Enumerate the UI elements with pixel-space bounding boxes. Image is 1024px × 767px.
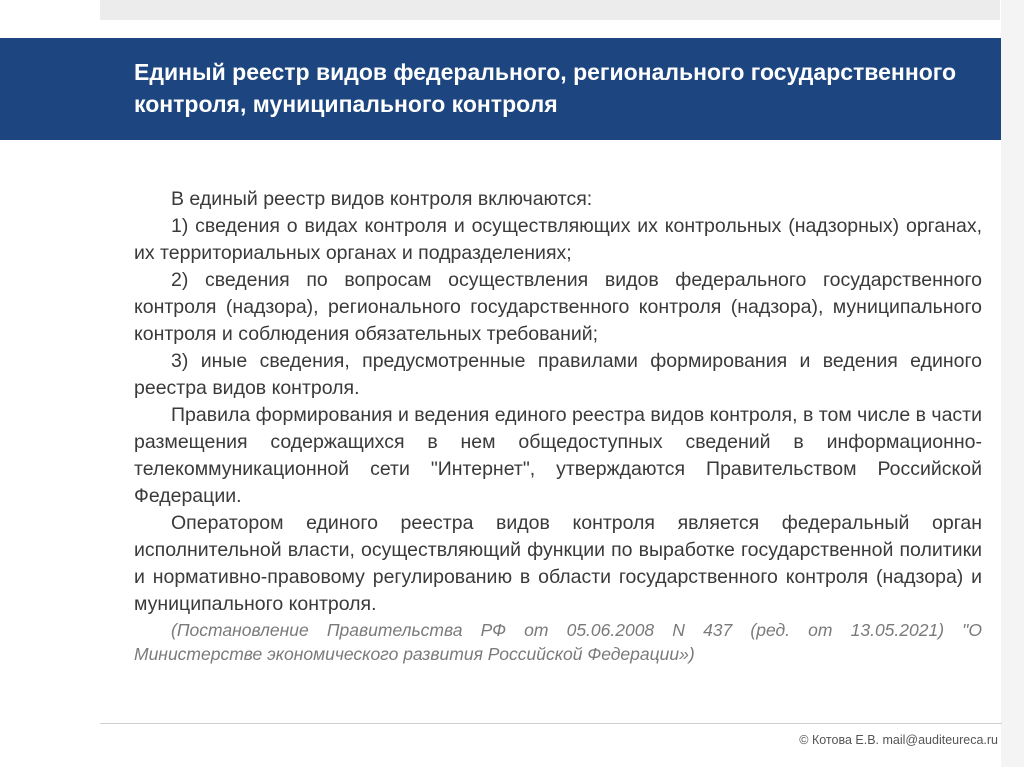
list-item-2: 2) сведения по вопросам осуществления видов федерального государственного контроля (надзора), регионального государственного контроля (надзора), муниципального контроля и соблюдения обязательных требований; bbox=[134, 269, 982, 345]
right-gutter bbox=[1001, 0, 1024, 767]
slide-title: Единый реестр видов федерального, регионального государственного контроля, муниципального контроля bbox=[134, 59, 957, 117]
legal-citation: (Постановление Правительства РФ от 05.06.2008 N 437 (ред. от 13.05.2021) "О Министерстве экономического развития Российской Федерации») bbox=[134, 620, 982, 664]
operator-paragraph: Оператором единого реестра видов контроля является федеральный орган исполнительной власти, осуществляющий функции по выработке государственной политики и нормативно-правовому регулированию в области государственного контроля (надзора) и муниципального контроля. bbox=[134, 512, 982, 615]
footer-copyright: © Котова Е.В. mail@auditeureca.ru bbox=[799, 733, 998, 747]
list-item-3: 3) иные сведения, предусмотренные правилами формирования и ведения единого реестра видов контроля. bbox=[134, 350, 982, 399]
rules-paragraph: Правила формирования и ведения единого реестра видов контроля, в том числе в части размещения содержащихся в нем общедоступных сведений в информационно-телекоммуникационной сети "Интернет", утверждаются Правительством Российской Федерации. bbox=[134, 404, 982, 507]
slide-body bbox=[134, 186, 982, 666]
intro-paragraph: В единый реестр видов контроля включаются: bbox=[171, 188, 593, 210]
list-item-1: 1) сведения о видах контроля и осуществляющих их контрольных (надзорных) органах, их территориальных органах и подразделениях; bbox=[134, 215, 982, 264]
top-decor-strip bbox=[100, 0, 1000, 20]
footer-divider bbox=[100, 723, 1002, 724]
